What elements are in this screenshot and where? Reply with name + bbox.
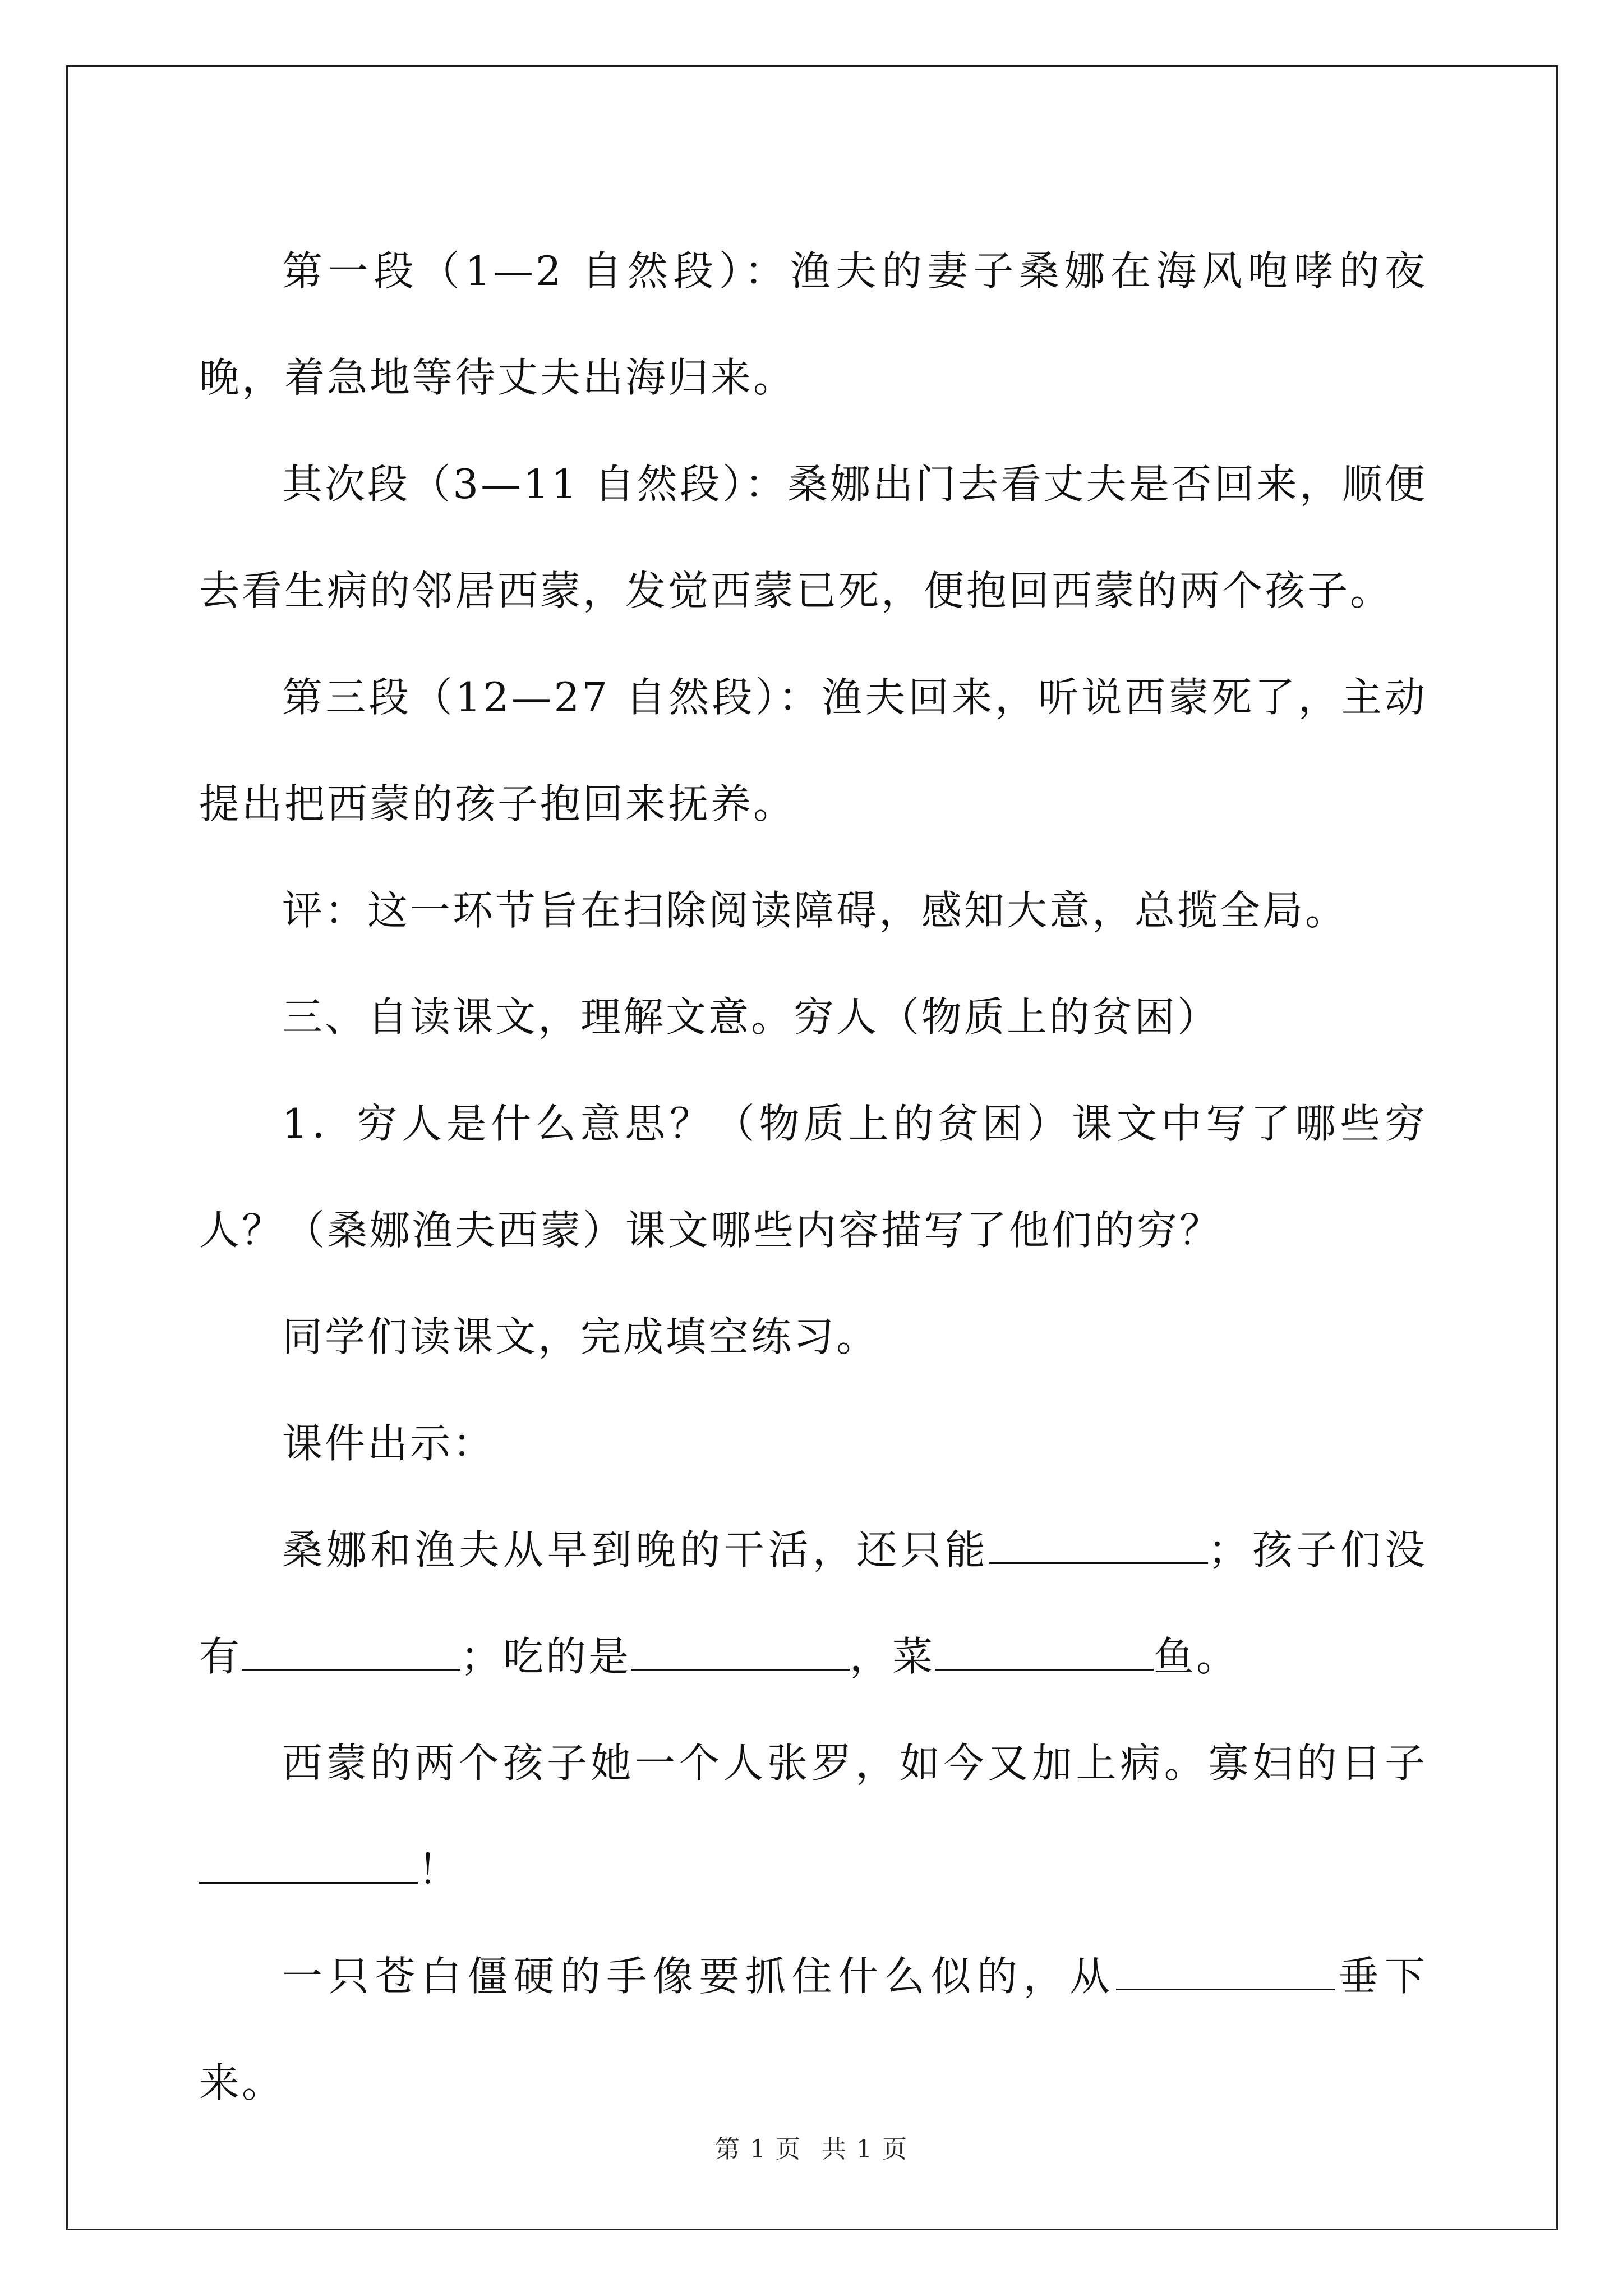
- fill-text: ，菜: [850, 1633, 935, 1680]
- paragraph-section-3: 第三段（12—27 自然段）：渔夫回来，听说西蒙死了，主动提出把西蒙的孩子抱回来抚养。: [199, 674, 1427, 827]
- fill-text: ；孩子们没有: [199, 1526, 1427, 1680]
- page-footer: [0, 2129, 1623, 2165]
- fill-blank: [199, 1848, 418, 1884]
- page-number: 第 1 页: [715, 2135, 801, 2164]
- fill-text: 鱼。: [1154, 1633, 1239, 1680]
- fill-in-exercise-2: [199, 1710, 1427, 1923]
- fill-blank: [1116, 1955, 1335, 1990]
- page-total: 共 1 页: [822, 2135, 908, 2164]
- fill-text: ；吃的是: [460, 1633, 631, 1680]
- paragraph-section-1: 第一段（1—2 自然段）：渔夫的妻子桑娜在海风咆哮的夜晚，着急地等待丈夫出海归来。: [199, 247, 1427, 401]
- fill-text: ！: [418, 1846, 461, 1893]
- paragraph-section-2: 其次段（3—11 自然段）：桑娜出门去看丈夫是否回来，顺便去看生病的邻居西蒙，发觉西蒙已死，便抱回西蒙的两个孩子。: [199, 461, 1427, 614]
- fill-text: 西蒙的两个孩子她一个人张罗，如今又加上病。寡妇的日子: [282, 1740, 1427, 1787]
- paragraph-instruction: 同学们读课文，完成填空练习。: [282, 1313, 879, 1360]
- fill-text: 垂下来。: [199, 1953, 1427, 2106]
- paragraph-question-1: 1．穷人是什么意思？（物质上的贫困）课文中写了哪些穷人？（桑娜渔夫西蒙）课文哪些内容描写了他们的穷？: [199, 1100, 1427, 1254]
- fill-text: 一只苍白僵硬的手像要抓住什么似的，从: [282, 1953, 1116, 2000]
- fill-in-exercise-1: [199, 1497, 1427, 1710]
- paragraph-courseware: 课件出示：: [282, 1420, 496, 1467]
- paragraph-comment: 评：这一环节旨在扫除阅读障碍，感知大意，总揽全局。: [282, 887, 1348, 934]
- fill-blank: [242, 1635, 460, 1671]
- fill-in-exercise-3: [199, 1923, 1427, 2136]
- fill-blank: [631, 1635, 850, 1671]
- fill-text: 桑娜和渔夫从早到晚的干活，还只能: [282, 1526, 989, 1573]
- fill-blank: [935, 1635, 1154, 1671]
- document-body: [199, 218, 1427, 2136]
- fill-blank: [989, 1529, 1208, 1564]
- paragraph-heading-three: 三、自读课文，理解文意。穷人（物质上的贫困）: [282, 993, 1220, 1041]
